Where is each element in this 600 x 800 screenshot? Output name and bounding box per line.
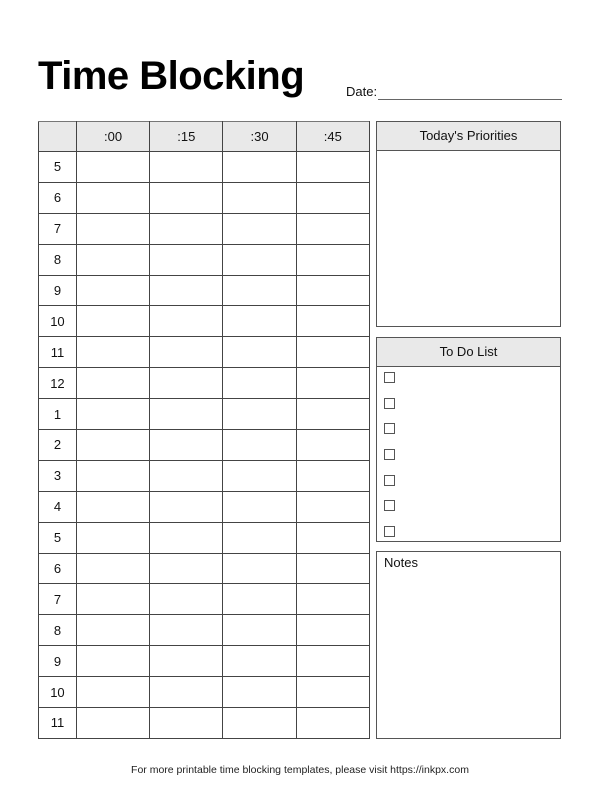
hour-label: 8: [39, 615, 77, 646]
grid-row: [39, 522, 370, 553]
time-slot-cell[interactable]: [223, 677, 296, 708]
time-slot-cell[interactable]: [150, 522, 223, 553]
time-slot-cell[interactable]: [76, 615, 149, 646]
grid-header-row: [39, 122, 370, 152]
hour-label: 11: [39, 708, 77, 739]
grid-row: [39, 430, 370, 461]
time-slot-cell[interactable]: [76, 337, 149, 368]
time-slot-cell[interactable]: [296, 306, 369, 337]
time-slot-cell[interactable]: [223, 615, 296, 646]
todo-item: [384, 423, 560, 449]
time-slot-cell[interactable]: [150, 615, 223, 646]
time-slot-cell[interactable]: [76, 306, 149, 337]
time-slot-cell[interactable]: [76, 275, 149, 306]
hour-label: 9: [39, 646, 77, 677]
time-slot-cell[interactable]: [150, 677, 223, 708]
time-slot-cell[interactable]: [76, 460, 149, 491]
grid-row: [39, 368, 370, 399]
time-slot-cell[interactable]: [296, 460, 369, 491]
time-slot-cell[interactable]: [150, 584, 223, 615]
time-slot-cell[interactable]: [223, 244, 296, 275]
checkbox-icon[interactable]: [384, 423, 395, 434]
hour-label: 10: [39, 306, 77, 337]
grid-row: [39, 584, 370, 615]
time-slot-cell[interactable]: [223, 708, 296, 739]
grid-row: [39, 213, 370, 244]
time-slot-cell[interactable]: [223, 522, 296, 553]
time-slot-cell[interactable]: [150, 430, 223, 461]
notes-title: Notes: [384, 555, 418, 570]
time-slot-cell[interactable]: [76, 368, 149, 399]
todo-title: To Do List: [377, 338, 560, 367]
time-slot-cell[interactable]: [76, 430, 149, 461]
time-slot-cell[interactable]: [76, 708, 149, 739]
time-slot-cell[interactable]: [296, 584, 369, 615]
time-slot-cell[interactable]: [150, 213, 223, 244]
time-slot-cell[interactable]: [296, 677, 369, 708]
time-slot-cell[interactable]: [150, 275, 223, 306]
grid-row: [39, 553, 370, 584]
time-slot-cell[interactable]: [223, 553, 296, 584]
todo-item: [384, 526, 560, 552]
time-slot-cell[interactable]: [296, 430, 369, 461]
grid-row: [39, 677, 370, 708]
time-slot-cell[interactable]: [223, 399, 296, 430]
grid-header-45: :45: [296, 122, 369, 152]
time-slot-cell[interactable]: [296, 708, 369, 739]
checkbox-icon[interactable]: [384, 500, 395, 511]
grid-row: [39, 337, 370, 368]
time-slot-cell[interactable]: [223, 182, 296, 213]
grid-row: [39, 615, 370, 646]
time-slot-cell[interactable]: [76, 491, 149, 522]
time-slot-cell[interactable]: [223, 152, 296, 183]
todo-items: [377, 367, 560, 552]
footer-text: For more printable time blocking templates, please visit https://inkpx.com: [131, 764, 469, 776]
time-slot-cell[interactable]: [223, 306, 296, 337]
hour-label: 2: [39, 430, 77, 461]
grid-body: [39, 152, 370, 739]
time-slot-cell[interactable]: [296, 337, 369, 368]
grid-row: [39, 708, 370, 739]
time-slot-cell[interactable]: [296, 553, 369, 584]
hour-label: 4: [39, 491, 77, 522]
priorities-title: Today's Priorities: [377, 122, 560, 151]
time-slot-cell[interactable]: [150, 152, 223, 183]
time-slot-cell[interactable]: [296, 368, 369, 399]
notes-panel: [376, 551, 561, 739]
checkbox-icon[interactable]: [384, 372, 395, 383]
grid-row: [39, 491, 370, 522]
time-slot-cell[interactable]: [296, 213, 369, 244]
checkbox-icon[interactable]: [384, 398, 395, 409]
time-slot-cell[interactable]: [296, 152, 369, 183]
time-slot-cell[interactable]: [296, 399, 369, 430]
time-slot-cell[interactable]: [76, 399, 149, 430]
hour-label: 5: [39, 522, 77, 553]
todo-item: [384, 449, 560, 475]
time-slot-cell[interactable]: [296, 244, 369, 275]
time-slot-cell[interactable]: [150, 460, 223, 491]
time-blocking-grid: [38, 121, 370, 739]
grid-row: [39, 152, 370, 183]
time-slot-cell[interactable]: [76, 152, 149, 183]
time-slot-cell[interactable]: [150, 491, 223, 522]
time-slot-cell[interactable]: [223, 584, 296, 615]
grid-header-corner: [39, 122, 77, 152]
grid-header-30: :30: [223, 122, 296, 152]
time-slot-cell[interactable]: [150, 182, 223, 213]
hour-label: 7: [39, 213, 77, 244]
hour-label: 7: [39, 584, 77, 615]
time-slot-cell[interactable]: [76, 553, 149, 584]
time-slot-cell[interactable]: [223, 460, 296, 491]
time-slot-cell[interactable]: [76, 244, 149, 275]
hour-label: 5: [39, 152, 77, 183]
time-slot-cell[interactable]: [150, 306, 223, 337]
time-slot-cell[interactable]: [150, 646, 223, 677]
time-slot-cell[interactable]: [76, 677, 149, 708]
checkbox-icon[interactable]: [384, 449, 395, 460]
time-slot-cell[interactable]: [296, 275, 369, 306]
hour-label: 6: [39, 182, 77, 213]
page-title: Time Blocking: [38, 54, 305, 98]
grid-row: [39, 460, 370, 491]
hour-label: 6: [39, 553, 77, 584]
checkbox-icon[interactable]: [384, 526, 395, 537]
time-slot-cell[interactable]: [150, 368, 223, 399]
date-field[interactable]: [346, 82, 562, 100]
grid-row: [39, 182, 370, 213]
hour-label: 12: [39, 368, 77, 399]
grid-row: [39, 275, 370, 306]
hour-label: 3: [39, 460, 77, 491]
todo-item: [384, 475, 560, 501]
time-slot-cell[interactable]: [223, 430, 296, 461]
time-slot-cell[interactable]: [150, 553, 223, 584]
hour-label: 9: [39, 275, 77, 306]
time-slot-cell[interactable]: [296, 646, 369, 677]
time-slot-cell[interactable]: [296, 522, 369, 553]
time-slot-cell[interactable]: [150, 337, 223, 368]
grid-header-15: :15: [150, 122, 223, 152]
time-slot-cell[interactable]: [76, 646, 149, 677]
hour-label: 10: [39, 677, 77, 708]
grid-header-00: :00: [76, 122, 149, 152]
priorities-writing-area[interactable]: [377, 151, 560, 326]
time-slot-cell[interactable]: [150, 708, 223, 739]
time-slot-cell[interactable]: [296, 615, 369, 646]
hour-label: 8: [39, 244, 77, 275]
time-slot-cell[interactable]: [150, 399, 223, 430]
todays-priorities-panel: [376, 121, 561, 327]
time-slot-cell[interactable]: [223, 368, 296, 399]
grid-row: [39, 399, 370, 430]
time-slot-cell[interactable]: [76, 213, 149, 244]
time-slot-cell[interactable]: [223, 213, 296, 244]
time-slot-cell[interactable]: [296, 491, 369, 522]
time-slot-cell[interactable]: [296, 182, 369, 213]
todo-item: [384, 372, 560, 398]
todo-item: [384, 500, 560, 526]
todo-list-panel: [376, 337, 561, 542]
time-slot-cell[interactable]: [76, 182, 149, 213]
grid-row: [39, 306, 370, 337]
time-slot-cell[interactable]: [76, 522, 149, 553]
date-label: Date:: [346, 84, 378, 99]
hour-label: 1: [39, 399, 77, 430]
time-slot-cell[interactable]: [150, 244, 223, 275]
time-slot-cell[interactable]: [76, 584, 149, 615]
todo-item: [384, 398, 560, 424]
date-input-line[interactable]: [378, 84, 562, 100]
time-slot-cell[interactable]: [223, 491, 296, 522]
grid-row: [39, 646, 370, 677]
checkbox-icon[interactable]: [384, 475, 395, 486]
hour-label: 11: [39, 337, 77, 368]
time-slot-cell[interactable]: [223, 646, 296, 677]
grid-row: [39, 244, 370, 275]
time-slot-cell[interactable]: [223, 337, 296, 368]
time-slot-cell[interactable]: [223, 275, 296, 306]
